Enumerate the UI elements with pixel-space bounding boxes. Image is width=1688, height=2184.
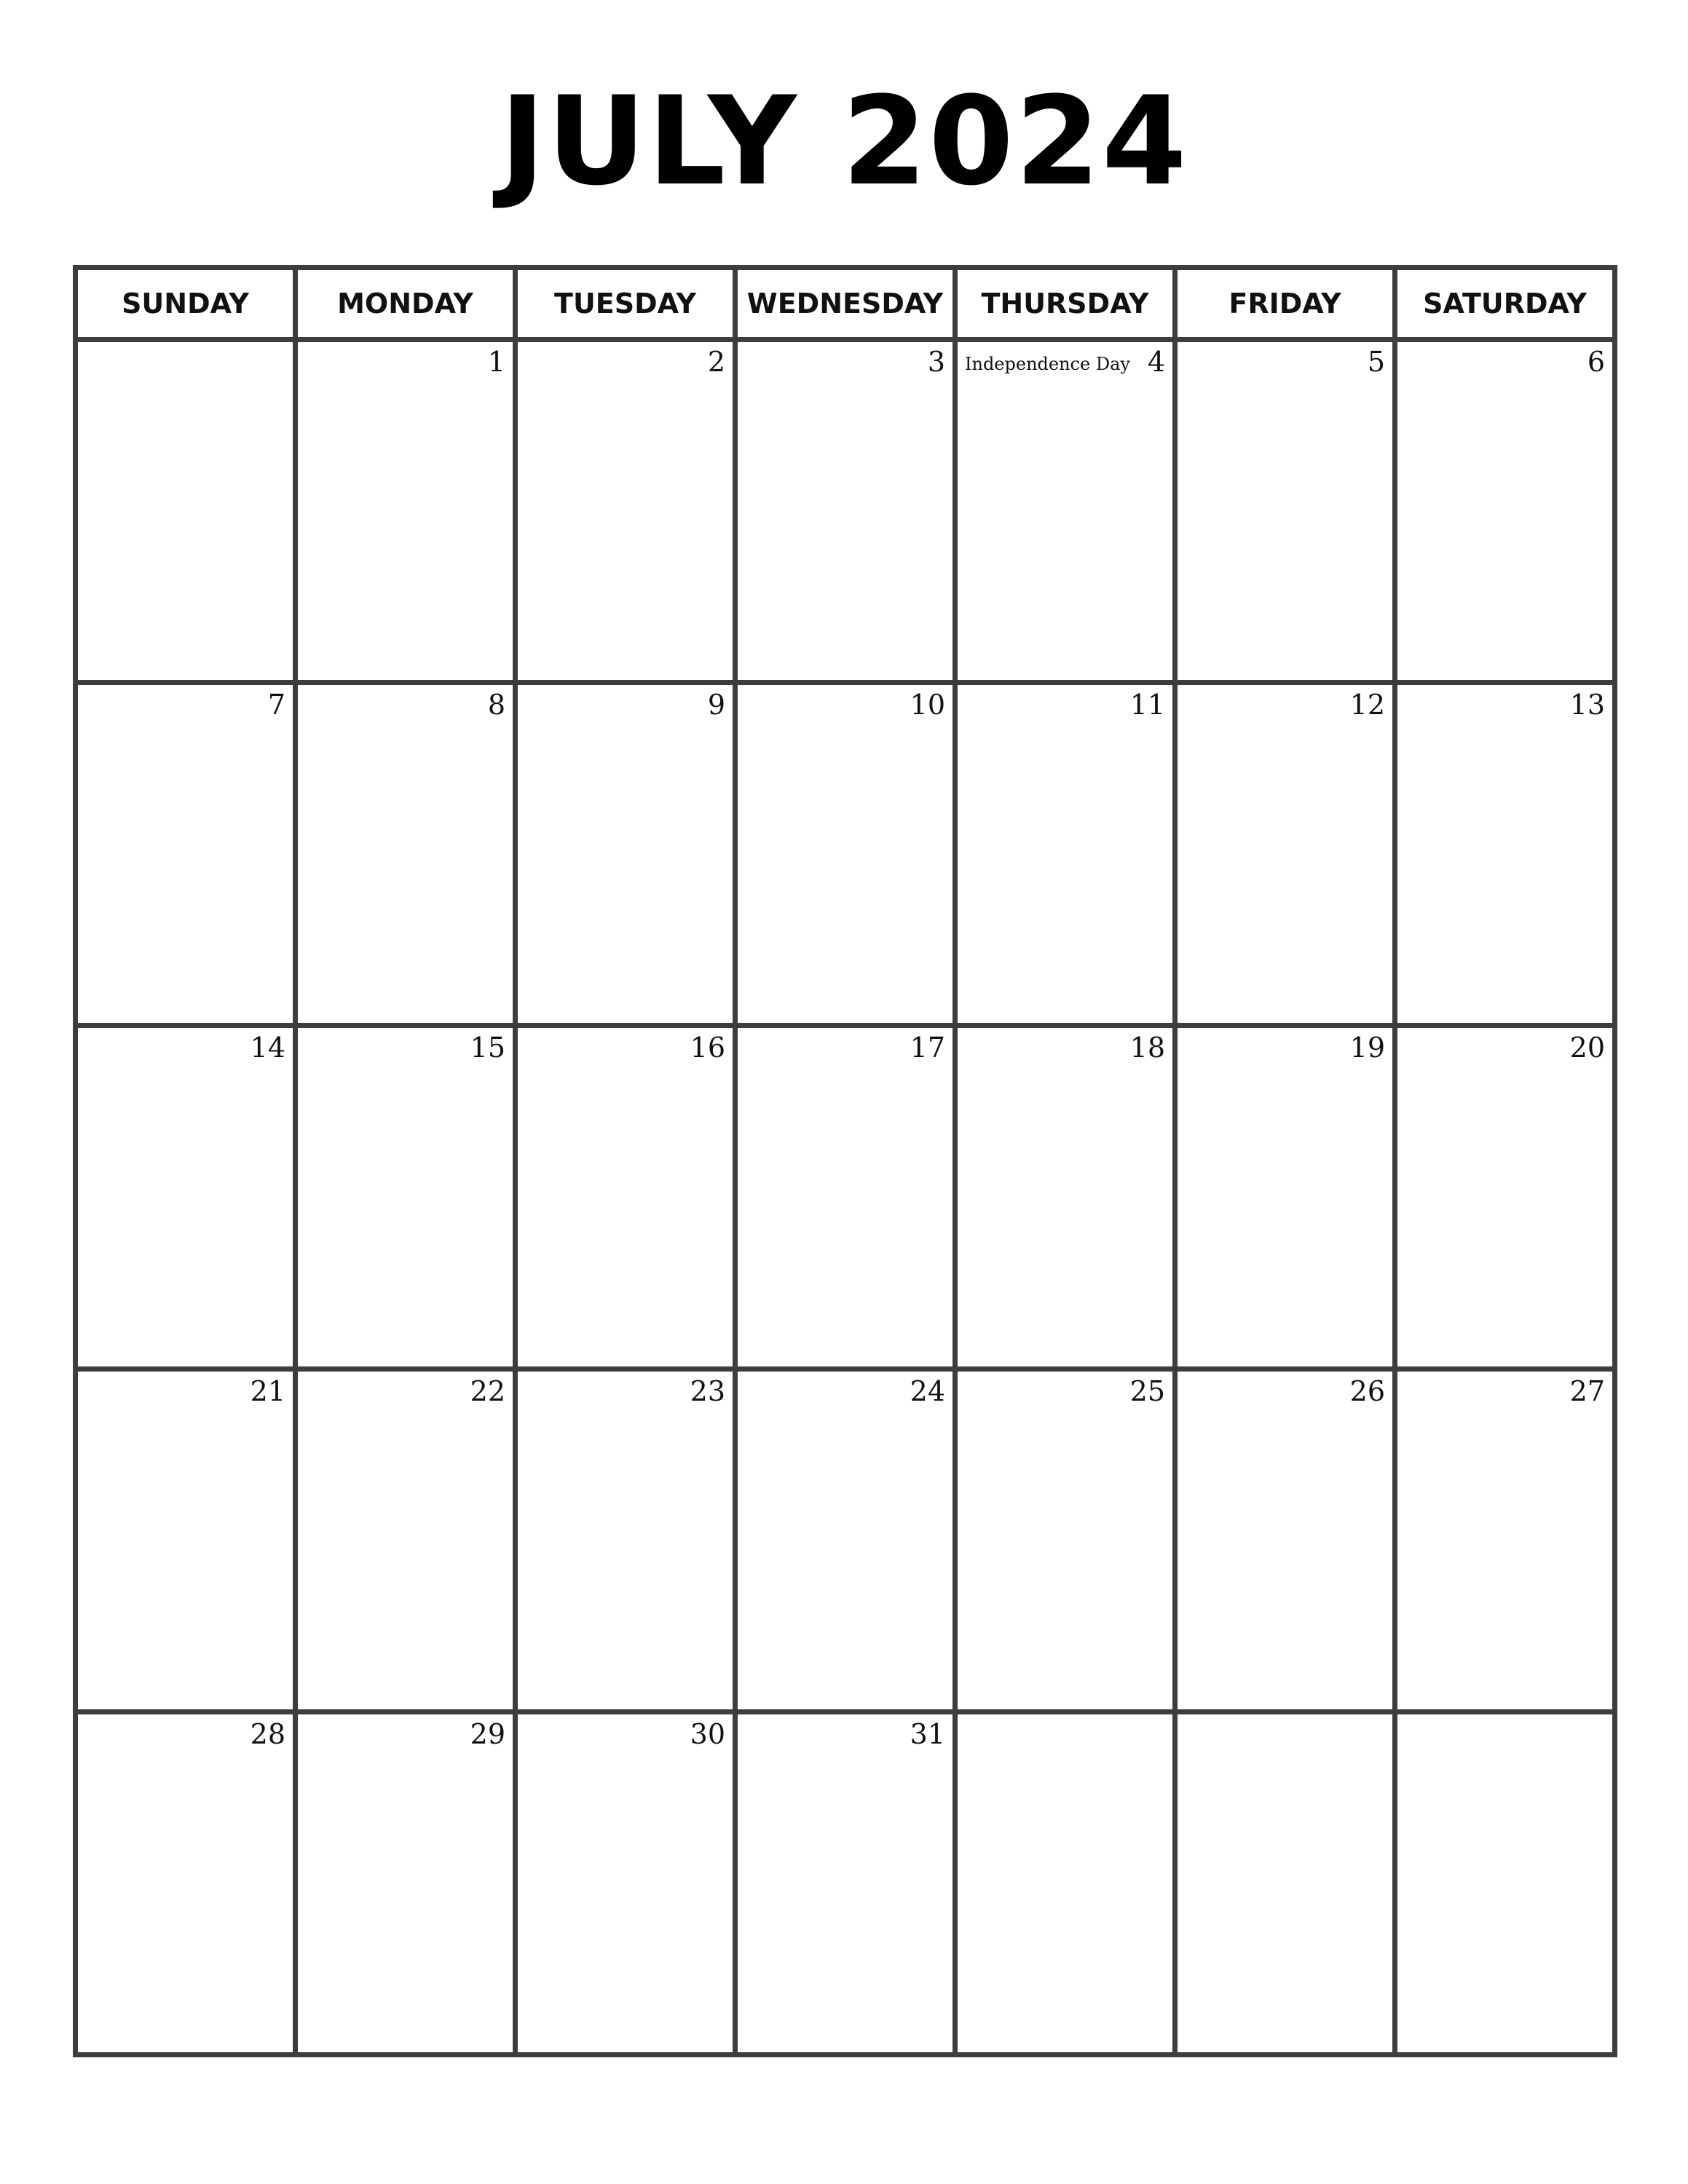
day-cell[interactable]	[76, 683, 296, 1026]
day-number: 16	[690, 1032, 725, 1064]
day-cell[interactable]	[76, 340, 296, 683]
day-cell[interactable]	[516, 1026, 735, 1369]
weekday-header-saturday: SATURDAY	[1395, 268, 1615, 340]
day-number: 28	[250, 1717, 285, 1750]
day-number: 8	[487, 689, 505, 721]
week-row	[76, 1026, 1615, 1369]
day-cell[interactable]	[1175, 1712, 1395, 2054]
day-cell[interactable]	[1175, 1369, 1395, 1712]
day-number: 29	[470, 1717, 505, 1750]
day-number: 6	[1587, 346, 1605, 378]
week-row	[76, 1712, 1615, 2054]
day-number: 24	[910, 1374, 945, 1407]
weekday-header-monday: MONDAY	[296, 268, 516, 340]
day-cell[interactable]	[735, 1712, 955, 2054]
day-number: 10	[910, 689, 945, 721]
day-cell[interactable]	[296, 1369, 516, 1712]
week-row	[76, 340, 1615, 683]
weekday-header-thursday: THURSDAY	[955, 268, 1175, 340]
day-number: 23	[690, 1374, 725, 1407]
weekday-header-sunday: SUNDAY	[76, 268, 296, 340]
day-number: 14	[250, 1032, 285, 1064]
day-cell[interactable]	[516, 683, 735, 1026]
day-number: 1	[487, 346, 505, 378]
day-cell[interactable]	[516, 340, 735, 683]
day-cell[interactable]	[1175, 340, 1395, 683]
day-cell[interactable]	[735, 1369, 955, 1712]
day-cell[interactable]	[955, 1026, 1175, 1369]
weekday-header-tuesday: TUESDAY	[516, 268, 735, 340]
day-cell[interactable]	[296, 340, 516, 683]
day-number: 3	[927, 346, 945, 378]
day-number: 20	[1569, 1032, 1605, 1064]
day-cell[interactable]	[1395, 683, 1615, 1026]
weekday-header-row	[76, 268, 1615, 340]
day-cell[interactable]	[1395, 1712, 1615, 2054]
day-cell[interactable]	[735, 340, 955, 683]
day-number: 12	[1349, 689, 1385, 721]
day-number: 27	[1569, 1374, 1605, 1407]
day-number: 30	[690, 1717, 725, 1750]
day-number: 17	[910, 1032, 945, 1064]
day-cell[interactable]	[955, 340, 1175, 683]
day-cell[interactable]	[1175, 683, 1395, 1026]
day-cell[interactable]	[1395, 340, 1615, 683]
day-cell[interactable]	[955, 1369, 1175, 1712]
day-number: 15	[470, 1032, 505, 1064]
day-number: 26	[1349, 1374, 1385, 1407]
day-number: 18	[1129, 1032, 1165, 1064]
day-cell[interactable]	[76, 1369, 296, 1712]
day-number: 9	[707, 689, 725, 721]
day-cell[interactable]	[296, 683, 516, 1026]
day-cell[interactable]	[296, 1026, 516, 1369]
day-cell[interactable]	[735, 683, 955, 1026]
day-cell[interactable]	[1395, 1026, 1615, 1369]
day-cell[interactable]	[1395, 1369, 1615, 1712]
holiday-label: Independence Day	[965, 354, 1130, 374]
day-cell[interactable]	[735, 1026, 955, 1369]
week-row	[76, 683, 1615, 1026]
day-cell[interactable]	[296, 1712, 516, 2054]
day-cell[interactable]	[76, 1026, 296, 1369]
day-cell[interactable]	[955, 683, 1175, 1026]
day-number: 31	[910, 1717, 945, 1750]
day-number: 2	[707, 346, 725, 378]
day-cell[interactable]	[516, 1712, 735, 2054]
day-number: 21	[250, 1374, 285, 1407]
weekday-header-wednesday: WEDNESDAY	[735, 268, 955, 340]
day-number: 22	[470, 1374, 505, 1407]
day-number: 25	[1129, 1374, 1165, 1407]
calendar-grid	[73, 265, 1617, 2057]
day-cell[interactable]	[1175, 1026, 1395, 1369]
day-number: 19	[1349, 1032, 1385, 1064]
day-number: 4	[1147, 346, 1165, 378]
day-cell[interactable]	[955, 1712, 1175, 2054]
weekday-header-friday: FRIDAY	[1175, 268, 1395, 340]
day-cell[interactable]	[516, 1369, 735, 1712]
day-number: 7	[267, 689, 285, 721]
day-number: 13	[1569, 689, 1605, 721]
page-title: JULY 2024	[500, 70, 1188, 213]
day-number: 11	[1129, 689, 1165, 721]
day-number: 5	[1367, 346, 1385, 378]
week-row	[76, 1369, 1615, 1712]
day-cell[interactable]	[76, 1712, 296, 2054]
